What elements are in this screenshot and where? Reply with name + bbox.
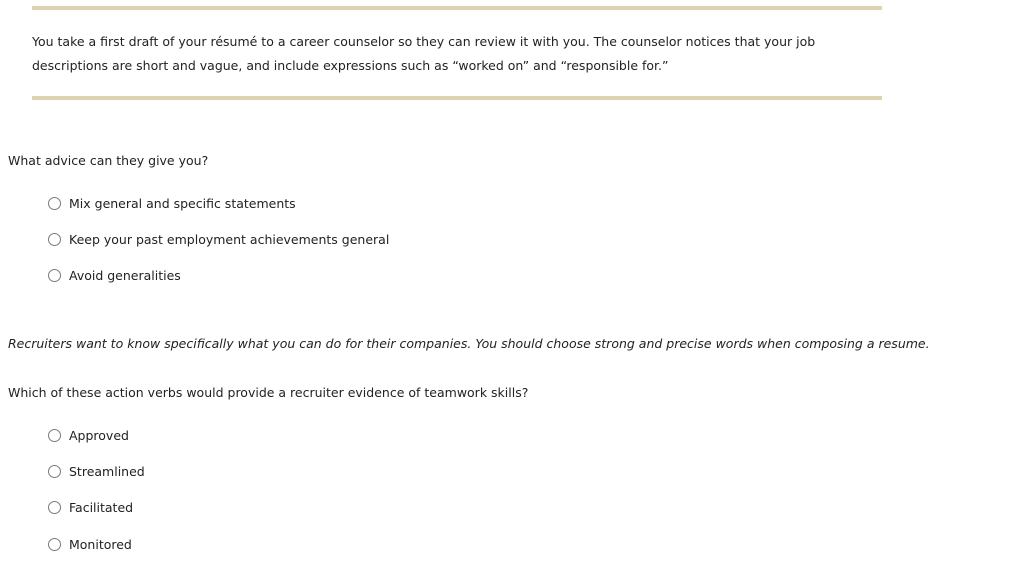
question-2-option[interactable] [48,417,145,453]
scenario-top-divider [32,6,882,10]
question-1-option[interactable] [48,185,389,221]
option-label[interactable]: Facilitated [69,500,134,516]
question-1-prompt: What advice can they give you? [8,153,209,168]
option-label[interactable]: Approved [69,427,129,443]
scenario-bottom-divider [32,96,882,100]
radio-button[interactable] [48,429,61,442]
option-label[interactable]: Streamlined [69,463,145,479]
question-2-prompt: Which of these action verbs would provide a recruiter evidence of teamwork skills? [8,385,529,400]
radio-button[interactable] [48,197,61,210]
option-label[interactable]: Avoid generalities [69,268,181,284]
radio-button[interactable] [48,538,61,551]
question-1-options [48,185,389,294]
radio-button[interactable] [48,269,61,282]
radio-button[interactable] [48,465,61,478]
question-2-option[interactable] [48,526,145,562]
question-1-option[interactable] [48,258,389,294]
recruiter-note: Recruiters want to know specifically what you can do for their companies. You should choose strong and precise words when composing a resume. [8,336,930,351]
radio-button[interactable] [48,501,61,514]
radio-button[interactable] [48,233,61,246]
scenario-text: You take a first draft of your résumé to a career counselor so they can review it with you. The counselor notices that your job descriptions are short and vague, and include expressions such as “worked on” and “responsible for.” [32,34,816,73]
question-1-option[interactable] [48,221,389,257]
question-2-option[interactable] [48,490,145,526]
question-2-options [48,417,145,562]
question-2-option[interactable] [48,453,145,489]
option-label[interactable]: Mix general and specific statements [69,195,296,211]
option-label[interactable]: Keep your past employment achievements general [69,231,390,247]
option-label[interactable]: Monitored [69,536,132,552]
